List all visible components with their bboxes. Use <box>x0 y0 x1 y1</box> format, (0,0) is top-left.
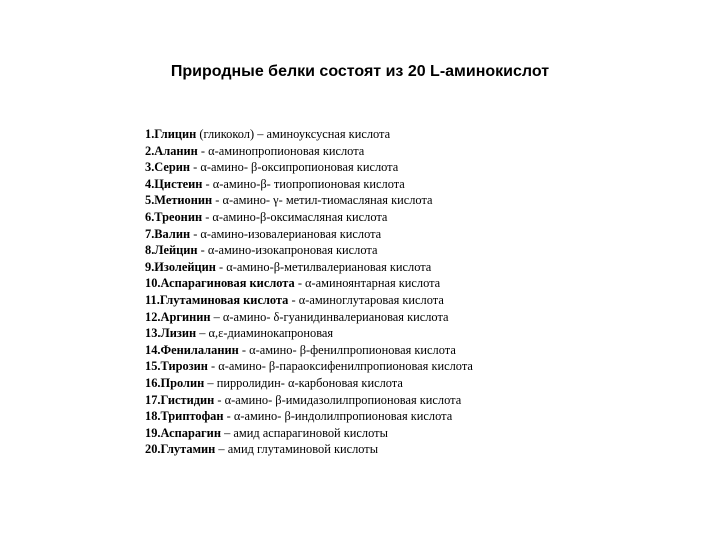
amino-acid-name: Фенилаланин <box>160 342 239 357</box>
list-item <box>145 375 473 392</box>
amino-acid-description: – α-амино- δ-гуанидинвалериановая кислота <box>210 309 449 324</box>
list-item <box>145 392 473 409</box>
amino-acid-name: Цистеин <box>154 176 203 191</box>
amino-acid-description: - α-аминопропионовая кислота <box>197 143 365 158</box>
amino-acid-name: Треонин <box>154 209 203 224</box>
amino-acid-description: - α-аминоглутаровая кислота <box>288 292 444 307</box>
list-item <box>145 226 473 243</box>
amino-acid-number: 20. <box>145 442 161 457</box>
list-item <box>145 176 473 193</box>
amino-acid-description: - α-амино- β-оксипропионовая кислота <box>190 160 399 175</box>
amino-acid-name: Аспарагиновая кислота <box>160 276 295 291</box>
amino-acid-name: Глутаминовая кислота <box>159 292 289 307</box>
amino-acid-name: Валин <box>154 226 191 241</box>
amino-acid-description: - α-амино- β-имидазолилпропионовая кислота <box>214 392 462 407</box>
amino-acid-name: Метионин <box>154 193 213 208</box>
amino-acid-number: 14. <box>145 342 161 357</box>
amino-acid-number: 19. <box>145 425 161 440</box>
amino-acid-name: Аспарагин <box>160 425 221 440</box>
amino-acid-number: 4. <box>145 176 155 191</box>
amino-acid-name: Триптофан <box>160 409 224 424</box>
amino-acid-description: - α-амино- β-индолилпропионовая кислота <box>223 409 453 424</box>
amino-acid-description: – амид аспарагиновой кислоты <box>220 425 388 440</box>
list-item <box>145 292 473 309</box>
amino-acid-description: - α-амино-β-метилвалериановая кислота <box>215 259 432 274</box>
amino-acid-description: – пирролидин- α-карбоновая кислота <box>204 375 403 390</box>
list-item <box>145 408 473 425</box>
amino-acid-number: 13. <box>145 326 161 341</box>
amino-acid-number: 3. <box>145 160 155 175</box>
amino-acid-description: - α-амино-β-оксимасляная кислота <box>202 209 388 224</box>
amino-acid-number: 7. <box>145 226 155 241</box>
amino-acid-number: 16. <box>145 375 161 390</box>
amino-acid-number: 17. <box>145 392 161 407</box>
amino-acid-name: Глицин <box>154 127 197 141</box>
list-item <box>145 159 473 176</box>
slide-title: Природные белки состоят из 20 L-аминокислот <box>170 63 550 80</box>
amino-acid-description: - α-амино-изовалериановая кислота <box>190 226 382 241</box>
amino-acid-description: – амид глутаминовой кислоты <box>215 442 379 457</box>
amino-acid-number: 11. <box>145 292 160 307</box>
amino-acid-name: Аргинин <box>160 309 211 324</box>
amino-acid-number: 15. <box>145 359 161 374</box>
amino-acid-list <box>145 126 473 458</box>
list-item <box>145 259 473 276</box>
list-item <box>145 242 473 259</box>
amino-acid-number: 8. <box>145 243 155 258</box>
amino-acid-name: Лейцин <box>154 243 198 258</box>
amino-acid-name: Гистидин <box>160 392 215 407</box>
amino-acid-description: - α-амино-изокапроновая кислота <box>197 243 378 258</box>
list-item <box>145 358 473 375</box>
amino-acid-number: 1. <box>145 127 155 141</box>
amino-acid-description: - α-амино- β-параоксифенилпропионовая кислота <box>207 359 473 374</box>
list-item <box>145 325 473 342</box>
list-item <box>145 209 473 226</box>
list-item <box>145 309 473 326</box>
amino-acid-number: 10. <box>145 276 161 291</box>
list-item <box>145 143 473 160</box>
amino-acid-name: Пролин <box>160 375 205 390</box>
amino-acid-number: 18. <box>145 409 161 424</box>
amino-acid-number: 6. <box>145 209 155 224</box>
amino-acid-description: - α-амино-β- тиопропионовая кислота <box>202 176 405 191</box>
amino-acid-description: - α-амино- β-фенилпропионовая кислота <box>238 342 456 357</box>
amino-acid-description: – α,ε-диаминокапроновая <box>196 326 334 341</box>
amino-acid-name: Тирозин <box>160 359 208 374</box>
amino-acid-description: (гликокол) – аминоуксусная кислота <box>196 127 391 141</box>
amino-acid-number: 2. <box>145 143 155 158</box>
amino-acid-name: Серин <box>154 160 191 175</box>
list-item <box>145 275 473 292</box>
amino-acid-name: Лизин <box>160 326 197 341</box>
list-item <box>145 425 473 442</box>
amino-acid-name: Аланин <box>154 143 198 158</box>
amino-acid-description: - α-аминоянтарная кислота <box>294 276 441 291</box>
amino-acid-number: 5. <box>145 193 155 208</box>
list-item <box>145 192 473 209</box>
list-item <box>145 342 473 359</box>
amino-acid-number: 9. <box>145 259 155 274</box>
amino-acid-name: Изолейцин <box>154 259 216 274</box>
list-item <box>145 126 473 143</box>
amino-acid-number: 12. <box>145 309 161 324</box>
list-item <box>145 441 473 458</box>
amino-acid-description: - α-амино- γ- метил-тиомасляная кислота <box>212 193 433 208</box>
amino-acid-name: Глутамин <box>160 442 216 457</box>
